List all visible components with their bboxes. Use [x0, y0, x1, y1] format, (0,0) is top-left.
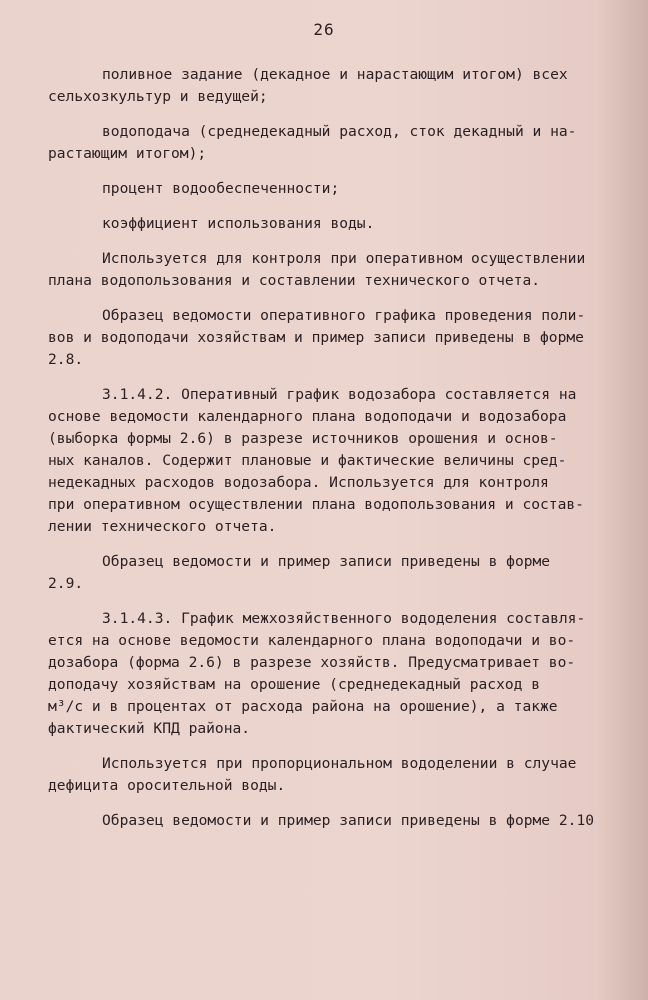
paragraph — [48, 121, 644, 165]
text-line: вов и водоподачи хозяйствам и пример записи приведены в форме — [48, 329, 584, 346]
text-line: недекадных расходов водозабора. Используется для контроля — [48, 474, 549, 491]
paragraph — [48, 551, 644, 595]
text-line: Образец ведомости оперативного графика проведения поли- — [102, 307, 586, 324]
paragraph — [48, 248, 644, 292]
paragraph — [48, 753, 644, 797]
text-line: фактический КПД района. — [48, 720, 251, 737]
text-line: ных каналов. Содержит плановые и фактические величины сред- — [48, 452, 567, 469]
text-line: основе ведомости календарного плана водоподачи и водозабора — [48, 408, 567, 425]
text-line: Используется для контроля при оперативном осуществлении — [102, 250, 586, 267]
text-line: 2.8. — [48, 351, 84, 368]
text-line: растающим итогом); — [48, 145, 207, 162]
paragraph — [48, 384, 644, 538]
paragraph — [48, 608, 644, 740]
document-body — [48, 64, 644, 845]
text-line: коэффициент использования воды. — [102, 215, 375, 232]
text-line: (выборка формы 2.6) в разрезе источников орошения и основ- — [48, 430, 558, 447]
text-line: 3.1.4.3. График межхозяйственного вододеления составля- — [102, 610, 586, 627]
text-line: поливное задание (декадное и нарастающим итогом) всех — [102, 66, 568, 83]
text-line: 3.1.4.2. Оперативный график водозабора составляется на — [102, 386, 577, 403]
page-number: 26 — [313, 20, 335, 39]
text-line: водоподача (среднедекадный расход, сток декадный и на- — [102, 123, 577, 140]
paragraph — [48, 305, 644, 371]
text-line: ется на основе ведомости календарного плана водоподачи и во- — [48, 632, 576, 649]
text-line: процент водообеспеченности; — [102, 180, 340, 197]
text-line: лении технического отчета. — [48, 518, 277, 535]
text-line: при оперативном осуществлении плана водопользования и состав- — [48, 496, 584, 513]
text-line: сельхозкультур и ведущей; — [48, 88, 268, 105]
paragraph — [48, 213, 644, 235]
paragraph — [48, 810, 644, 832]
paragraph — [48, 178, 644, 200]
text-line: Образец ведомости и пример записи приведены в форме — [102, 553, 551, 570]
text-line: Используется при пропорциональном вододелении в случае — [102, 755, 577, 772]
text-line: дефицита оросительной воды. — [48, 777, 286, 794]
text-line: 2.9. — [48, 575, 84, 592]
text-line: м³/с и в процентах от расхода района на орошение), а также — [48, 698, 558, 715]
text-line: плана водопользования и составлении технического отчета. — [48, 272, 541, 289]
text-line: дозабора (форма 2.6) в разрезе хозяйств. Предусматривает во- — [48, 654, 576, 671]
paragraph — [48, 64, 644, 108]
text-line: доподачу хозяйствам на орошение (среднедекадный расход в — [48, 676, 541, 693]
text-line: Образец ведомости и пример записи приведены в форме 2.10 — [102, 812, 595, 829]
